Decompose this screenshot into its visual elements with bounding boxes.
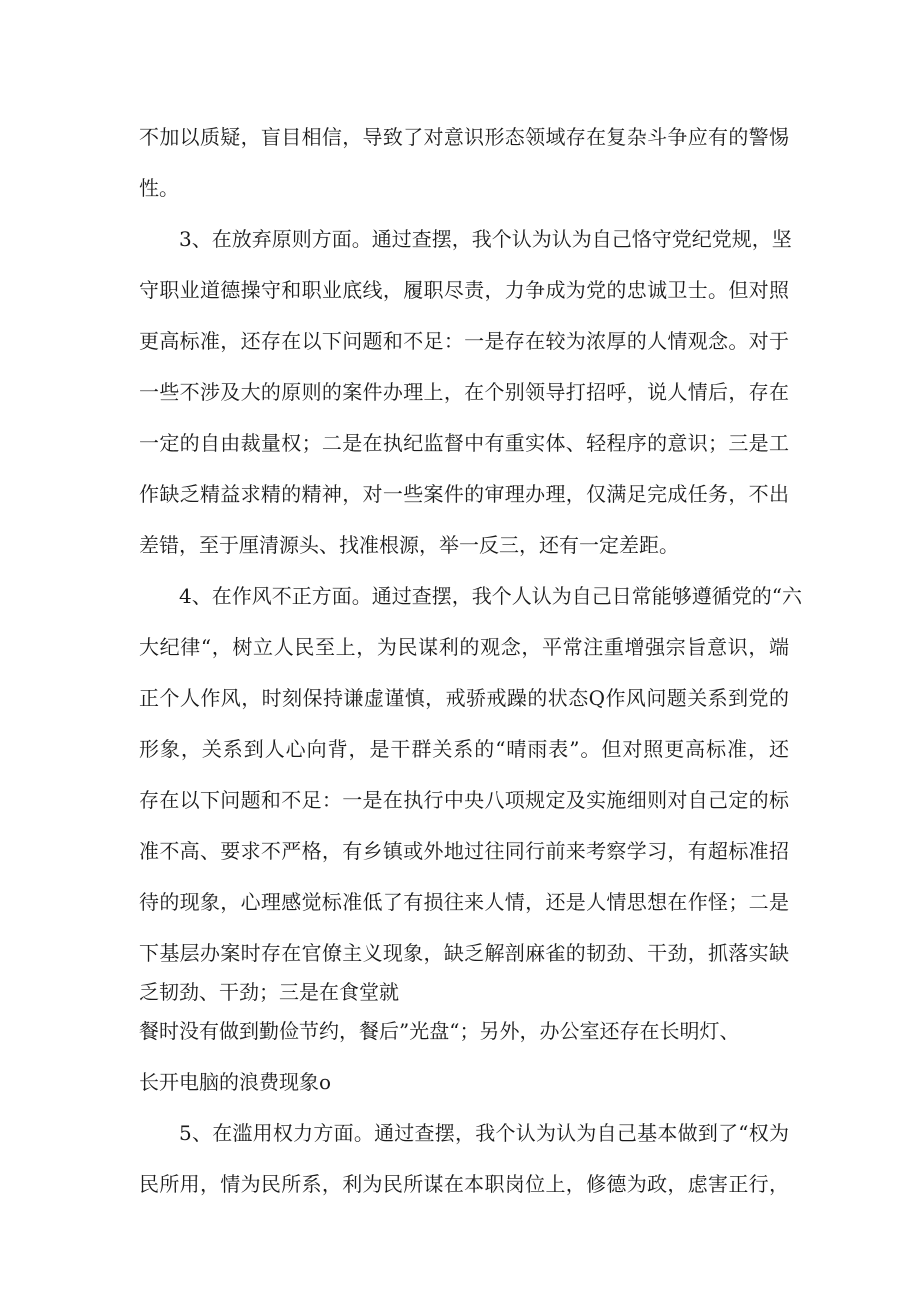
text-line: 民所用，情为民所系，利为民所谋在本职岗位上，修德为政，虑害正行， [139,1172,789,1196]
text-line: 更高标准，还存在以下问题和不足：一是存在较为浓厚的人情观念。对于 [139,329,789,353]
text-line: 乏韧劲、干劲；三是在食堂就 [139,980,399,1004]
text-line: 形象，关系到人心向背，是干群关系的“晴雨表”。但对照更高标准，还 [139,737,789,761]
text-line: 作缺乏精益求精的精神，对一些案件的审理办理，仅满足完成任务，不出 [139,482,789,506]
text-line: 守职业道德操守和职业底线，履职尽责，力争成为党的忠诚卫士。但对照 [139,278,789,302]
text-line: 大纪律“，树立人民至上，为民谋利的观念，平常注重增强宗旨意识，端 [139,635,789,659]
text-line: 准不高、要求不严格，有乡镇或外地过往同行前来考察学习，有超标准招 [139,839,789,863]
paragraph-4-start: 4、在作风不正方面。通过查摆，我个人认为自己日常能够遵循党的“六 [179,584,802,608]
text-line: 差错，至于厘清源头、找准根源，举一反三，还有一定差距。 [139,533,679,557]
text-line: 性。 [139,176,179,200]
text-line: 一定的自由裁量权；二是在执纪监督中有重实体、轻程序的意识；三是工 [139,431,789,455]
text-line: 下基层办案时存在官僚主义现象，缺乏解剖麻雀的韧劲、干劲，抓落实缺 [139,941,789,965]
text-line: 待的现象，心理感觉标准低了有损往来人情，还是人情思想在作怪；二是 [139,890,789,914]
text-line: 餐时没有做到勤俭节约，餐后”光盘“；另外，办公室还存在长明灯、 [139,1019,740,1043]
text-line: 存在以下问题和不足：一是在执行中央八项规定及实施细则对自己定的标 [139,788,789,812]
text-line: 一些不涉及大的原则的案件办理上，在个别领导打招呼，说人情后，存在 [139,380,789,404]
paragraph-5-start: 5、在滥用权力方面。通过查摆，我个认为认为自己基本做到了“权为 [179,1121,789,1145]
document-body [139,112,802,1210]
text-line: 正个人作风，时刻保持谦虚谨慎，戒骄戒躁的状态Q作风问题关系到党的 [139,686,789,710]
text-line: 不加以质疑，盲目相信，导致了对意识形态领域存在复杂斗争应有的警惕 [139,125,789,149]
text-line: 长开电脑的浪费现象o [139,1070,332,1094]
paragraph-3-start: 3、在放弃原则方面。通过查摆，我个认为认为自己恪守党纪党规，坚 [179,227,792,251]
